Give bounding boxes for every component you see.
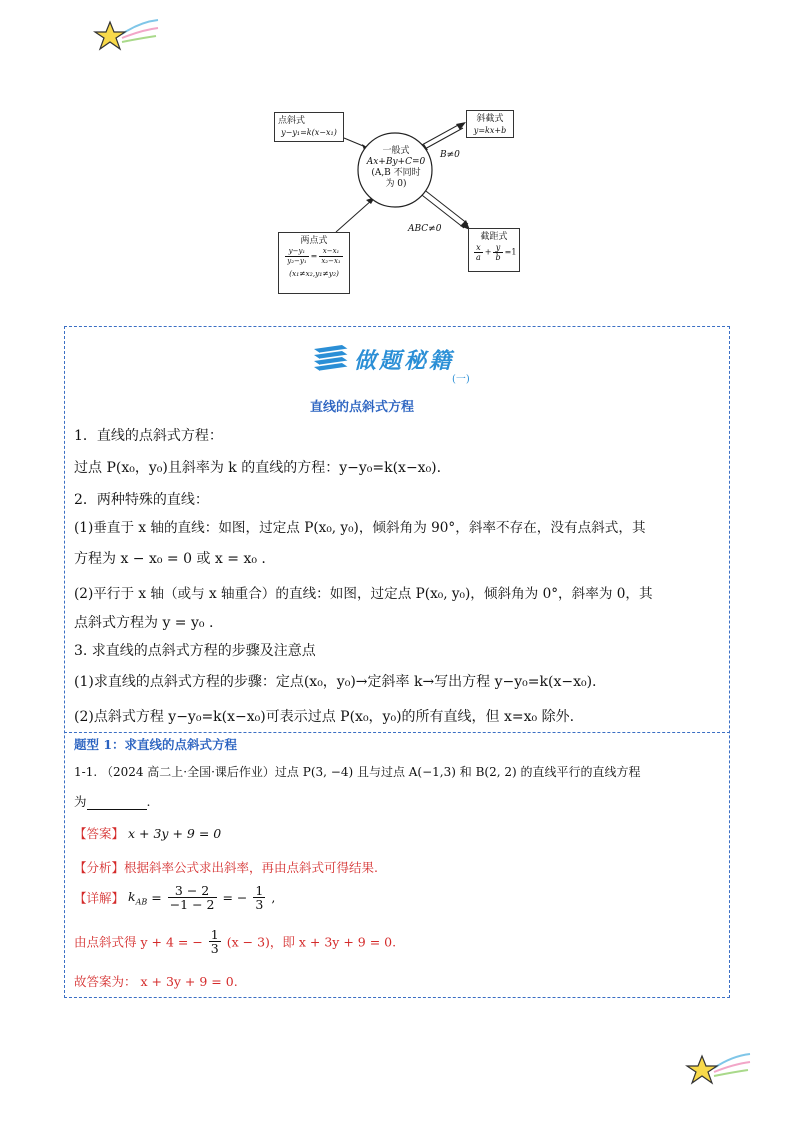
- slope-intercept-title: 斜截式: [476, 114, 504, 124]
- general-line-1: 一般式: [382, 146, 410, 156]
- general-line-3: (A,B 不同时: [371, 168, 421, 178]
- detail-row: 【详解】 $k_{AB}$ = $\frac{3 - 2}{-1 - 2}$ = − $\frac{1}{3}$ ,: [74, 883, 276, 912]
- detail-lhs: k: [128, 888, 136, 904]
- panel-divider: [64, 732, 730, 733]
- abc-condition-label: ABC≠0: [408, 224, 442, 234]
- two-point-num-left: y−y₁: [285, 247, 308, 257]
- answer-label: 【答案】: [74, 826, 125, 841]
- analysis-label: 【分析】: [74, 860, 125, 875]
- problem-type-title: 题型 1：求直线的点斜式方程: [74, 737, 238, 752]
- content-line-5: 方程为 x − x₀ = 0 或 x = x₀ .: [74, 551, 266, 567]
- step2-pre: 由点斜式得 y + 4 = −: [74, 934, 203, 950]
- step2-post: (x − 3)，即 x + 3y + 9 = 0.: [226, 934, 397, 950]
- banner-sub: (一): [452, 374, 470, 385]
- detail-label: 【详解】: [74, 890, 125, 906]
- content-line-2: 过点 P(x₀，y₀)且斜率为 k 的直线的方程：y−y₀=k(x−x₀).: [74, 460, 442, 476]
- analysis-row: [74, 858, 378, 876]
- section-heading: 直线的点斜式方程: [310, 400, 415, 415]
- content-line-8: 3. 求直线的点斜式方程的步骤及注意点: [74, 643, 316, 659]
- books-icon: [312, 343, 350, 373]
- two-point-box: [278, 232, 350, 294]
- banner-title: 做题秘籍: [354, 348, 455, 374]
- content-line-10: (2)点斜式方程 y−y₀=k(x−x₀)可表示过点 P(x₀，y₀)的所有直线，但 x=x₀ 除外.: [74, 709, 575, 725]
- answer-value: x + 3y + 9 = 0: [128, 826, 222, 841]
- intercept-title: 截距式: [480, 232, 508, 242]
- problem-question: 1-1. （2024 高二上·全国·课后作业）过点 P(3, −4) 且与过点 A(−1,3) 和 B(2, 2) 的直线平行的直线方程: [74, 765, 641, 779]
- answer-blank: [87, 797, 147, 810]
- star-decoration-bottom-icon: [684, 1050, 754, 1090]
- detail-res-den: 3: [255, 897, 264, 912]
- content-line-9: (1)求直线的点斜式方程的步骤：定点(x₀，y₀)→定斜率 k→写出方程 y−y₀=k(x−x₀).: [74, 674, 597, 690]
- content-line-6: (2)平行于 x 轴（或与 x 轴重合）的直线：如图，过定点 P(x₀, y₀)，倾斜角为 0°，斜率为 0，其: [74, 586, 653, 602]
- two-point-den-left: y₂−y₁: [287, 257, 307, 265]
- intercept-box: [468, 228, 520, 272]
- answer-row: [74, 824, 221, 842]
- point-slope-formula: y−y₁=k(x−x₁): [281, 128, 337, 137]
- detail-den: −1 − 2: [169, 897, 215, 912]
- two-point-den-right: x₂−x₁: [321, 257, 341, 265]
- question-cont-text: 为: [74, 794, 87, 809]
- intercept-formula: $\frac{x}{a}$ + $\frac{y}{b}$ =1: [476, 243, 517, 262]
- b-condition-label: B≠0: [440, 150, 460, 160]
- content-line-1: 1．直线的点斜式方程：: [74, 428, 223, 444]
- content-line-7: 点斜式方程为 y = y₀ .: [74, 615, 214, 631]
- star-decoration-top-icon: [92, 16, 162, 56]
- detail-num: 3 − 2: [168, 884, 217, 898]
- general-form-text: [362, 146, 430, 190]
- two-point-num-right: x−x₁: [319, 247, 342, 257]
- general-line-4: 为 0): [385, 179, 407, 189]
- point-slope-title: 点斜式: [278, 116, 306, 126]
- two-point-condition: (x₁≠x₂,y₁≠y₂): [289, 269, 339, 278]
- problem-question-cont: 为 .: [74, 794, 151, 809]
- two-point-formula: $\frac{\text{y−y₁}}{\text{y₂−y₁}}$ = $\frac{\text{x−x₁}}{\text{x₂−x₁}}$: [287, 247, 341, 265]
- analysis-text: 根据斜率公式求出斜率，再由点斜式可得结果.: [124, 860, 378, 875]
- detail-sub: AB: [135, 897, 148, 907]
- content-line-4: (1)垂直于 x 轴的直线：如图，过定点 P(x₀, y₀)，倾斜角为 90°，斜率不存在，没有点斜式，其: [74, 520, 646, 536]
- step2-row: 由点斜式得 y + 4 = − $\frac{1}{3}$ (x − 3)，即 x + 3y + 9 = 0.: [74, 927, 397, 956]
- slope-intercept-box: [466, 110, 514, 138]
- detail-res-num: 1: [255, 883, 264, 898]
- two-point-title: 两点式: [300, 236, 328, 246]
- slope-intercept-formula: y=kx+b: [473, 126, 507, 135]
- general-line-2: Ax+By+C=0: [366, 157, 426, 167]
- conclusion-row: 故答案为： x + 3y + 9 = 0.: [74, 974, 238, 989]
- content-line-3: 2．两种特殊的直线：: [74, 492, 209, 508]
- intercept-formula-rhs: =1: [504, 247, 517, 257]
- point-slope-box: [274, 112, 344, 142]
